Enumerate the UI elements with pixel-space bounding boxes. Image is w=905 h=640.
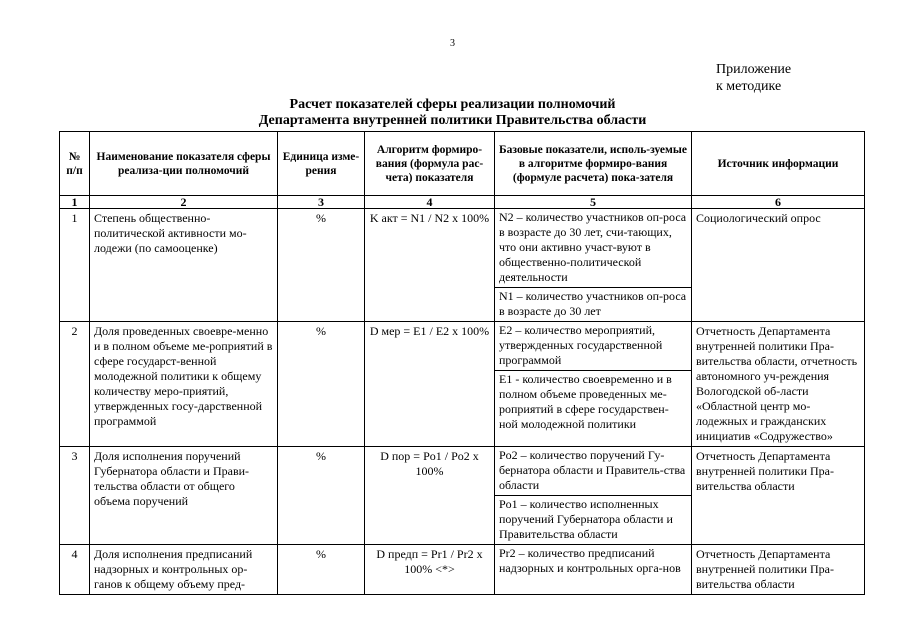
appendix-line: Приложение [716, 62, 792, 77]
column-number-row [60, 196, 865, 209]
info-source: Отчетность Департамента внутренней политики Пра-вительства области [692, 545, 865, 595]
header-formula: Алгоритм формиро-вания (формула рас-чета) показателя [365, 132, 495, 196]
header-base: Базовые показатели, исполь-зуемые в алгоритме формиро-вания (формуле расчета) пока-зателя [495, 132, 692, 196]
base-indicators [495, 447, 692, 545]
header-source: Источник информации [692, 132, 865, 196]
info-source: Социологический опрос [692, 209, 865, 322]
indicator-unit: % [278, 209, 365, 322]
column-number: 4 [365, 196, 495, 209]
indicator-formula: D пор = Po1 / Po2 x 100% [365, 447, 495, 545]
info-source: Отчетность Департамента внутренней политики Пра-вительства области, отчетность автономного уч-реждения Вологодской об-ласти «Областной центр мо-лодежных и гражданских инициатив «Содружество» [692, 322, 865, 447]
indicator-name: Доля исполнения предписаний надзорных и контрольных ор-ганов к общему объему пред- [90, 545, 278, 595]
base-indicator: E2 – количество мероприятий, утвержденных государственной программой [499, 323, 663, 367]
title-line: Расчет показателей сферы реализации полномочий [289, 97, 616, 112]
document-title [0, 97, 905, 129]
table-row [60, 209, 865, 322]
table-row [60, 545, 865, 595]
indicators-table [59, 131, 865, 595]
header-num: № п/п [60, 132, 90, 196]
header-unit: Единица изме-рения [278, 132, 365, 196]
base-indicators [495, 322, 692, 447]
base-indicator: N2 – количество участников оп-роса в возрасте до 30 лет, счи-тающих, что они активно участ-вуют в общественно-политической деятельности [499, 210, 687, 284]
base-indicator: N1 – количество участников оп-роса в возрасте до 30 лет [495, 287, 691, 321]
base-indicator: Pr2 – количество предписаний надзорных и контрольных орга-нов [499, 546, 681, 575]
indicator-unit: % [278, 322, 365, 447]
header-row [60, 132, 865, 196]
column-number: 1 [60, 196, 90, 209]
indicator-name: Степень общественно-политической активности мо-лодежи (по самооценке) [90, 209, 278, 322]
base-indicator: Po1 – количество исполненных поручений Губернатора области и Правительства области [495, 495, 691, 544]
indicator-unit: % [278, 545, 365, 595]
base-indicators [495, 209, 692, 322]
indicator-unit: % [278, 447, 365, 545]
info-source: Отчетность Департамента внутренней политики Пра-вительства области [692, 447, 865, 545]
column-number: 2 [90, 196, 278, 209]
row-number: 2 [60, 322, 90, 447]
base-indicator: E1 - количество своевременно и в полном объеме проведенных ме-роприятий в сфере государствен-ной молодежной политики [495, 370, 691, 434]
row-number: 1 [60, 209, 90, 322]
base-indicator: Po2 – количество поручений Гу-бернатора области и Правитель-ства области [499, 448, 686, 492]
row-number: 3 [60, 447, 90, 545]
indicator-formula: K акт = N1 / N2 x 100% [365, 209, 495, 322]
indicator-formula: D предп = Pr1 / Pr2 x 100% <*> [365, 545, 495, 595]
column-number: 6 [692, 196, 865, 209]
header-name: Наименование показателя сферы реализа-ции полномочий [90, 132, 278, 196]
appendix-label [716, 61, 791, 95]
title-line: Департамента внутренней политики Правительства области [258, 113, 647, 128]
page-number: 3 [450, 38, 455, 49]
row-number: 4 [60, 545, 90, 595]
base-indicators [495, 545, 692, 595]
table-row [60, 447, 865, 545]
table-row [60, 322, 865, 447]
column-number: 5 [495, 196, 692, 209]
indicator-name: Доля исполнения поручений Губернатора области и Прави-тельства области от общего объема поручений [90, 447, 278, 545]
indicator-name: Доля проведенных своевре-менно и в полном объеме ме-роприятий в сфере государст-венной молодежной политики к общему количеству меро-приятий, утвержденных госу-дарственной программой [90, 322, 278, 447]
appendix-line: к методике [716, 79, 782, 94]
indicator-formula: D мер = E1 / E2 x 100% [365, 322, 495, 447]
column-number: 3 [278, 196, 365, 209]
